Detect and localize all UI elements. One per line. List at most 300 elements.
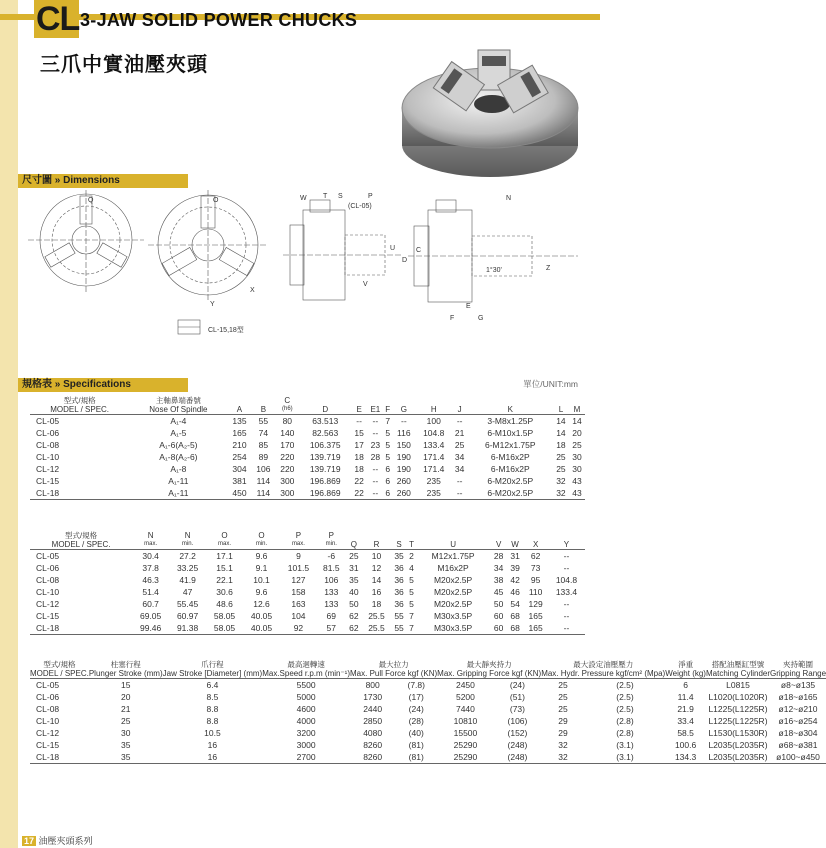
table-cell: 17 <box>354 440 364 450</box>
table-cell: (106) <box>507 716 528 726</box>
table-cell: 10810 <box>453 716 478 726</box>
table-cell: 46 <box>510 587 520 597</box>
table-cell: 139.719 <box>309 464 341 474</box>
table-cell: 60.7 <box>142 599 159 609</box>
table-cell: (24) <box>509 680 525 690</box>
table-row <box>30 562 585 574</box>
table-cell: 62 <box>530 551 541 561</box>
callout-q: Q <box>88 197 94 204</box>
spec-table-performance <box>30 660 826 764</box>
column-header-en: H <box>430 405 437 414</box>
model-cell: CL-12 <box>36 728 60 738</box>
table-cell: 5000 <box>296 692 316 702</box>
column-header <box>280 531 317 550</box>
column-header-en: L <box>558 405 564 414</box>
table-row <box>30 463 585 475</box>
column-header <box>346 531 362 550</box>
table-cell: 5 <box>409 587 414 597</box>
side-section-view-1 <box>283 200 403 300</box>
column-header-sub: min. <box>255 541 268 547</box>
column-header-cn: 淨重 <box>678 660 694 669</box>
model-cell: CL-10 <box>36 452 60 462</box>
model-cell: CL-12 <box>36 464 60 474</box>
column-header <box>507 531 523 550</box>
table-cell: 23 <box>370 440 381 450</box>
table-cell: 8.8 <box>206 716 219 726</box>
table-row <box>30 475 585 487</box>
table-cell: 6-M20x2.5P <box>468 487 553 500</box>
table-row <box>30 439 585 451</box>
table-cell: 54 <box>510 599 520 609</box>
table-cell: L1225(L1225R) <box>708 704 768 714</box>
table-cell: 165 <box>528 611 543 621</box>
table-cell: 110 <box>528 587 543 597</box>
table-cell: 27.2 <box>179 551 196 561</box>
table-cell: 6-M20x2.5P <box>487 476 534 486</box>
column-header-cn: 最大設定油壓壓力 <box>573 660 634 669</box>
table-cell: A₁-6(A₂-5) <box>159 440 198 450</box>
table-cell: -- <box>456 416 463 426</box>
table-cell: A₁-8(A₂-6) <box>159 452 198 462</box>
table-cell: 196.869 <box>309 476 341 486</box>
column-header-en: F <box>385 405 391 414</box>
table-cell: 133.4 <box>555 587 578 597</box>
table-cell: 133.4 <box>423 440 445 450</box>
callout-x: X <box>250 287 255 294</box>
column-header <box>452 396 468 415</box>
column-header-en: G <box>400 405 407 414</box>
column-header <box>407 531 415 550</box>
table-row <box>30 751 826 764</box>
table-cell: 163 <box>291 599 306 609</box>
table-cell: 16 <box>163 751 263 764</box>
table-cell: 21 <box>454 428 465 438</box>
table-cell: (51) <box>509 692 525 702</box>
table-cell: 106.375 <box>309 440 341 450</box>
column-header-cn: 最大靜夾持力 <box>466 660 512 669</box>
table-row <box>30 574 585 586</box>
table-cell: -- <box>372 416 379 426</box>
column-header <box>770 660 826 679</box>
table-cell: 235 <box>416 487 452 500</box>
table-cell: M16x2P <box>437 563 469 573</box>
table-cell: 8.8 <box>206 704 219 714</box>
table-cell: 1730 <box>363 692 383 702</box>
table-cell: 29 <box>558 728 568 738</box>
table-cell: 10.1 <box>253 575 270 585</box>
table-cell: 196.869 <box>299 487 351 500</box>
column-header-en: MODEL / SPEC. <box>50 405 110 414</box>
callout-n: N <box>506 195 512 202</box>
column-header <box>89 660 163 679</box>
table-cell: 68 <box>510 611 520 621</box>
model-cell: CL-05 <box>36 680 60 690</box>
table-cell: 18 <box>354 452 364 462</box>
table-cell: (40) <box>408 728 424 738</box>
table-cell: 55.45 <box>176 599 199 609</box>
table-cell: A₁-11 <box>129 487 227 500</box>
column-header-en: Max. Hydr. Pressure kgf/cm² (Mpa) <box>541 669 666 678</box>
column-header-en: Max. Pull Force kgf (KN) <box>350 669 438 678</box>
table-cell: 31 <box>510 551 520 561</box>
column-header <box>362 531 391 550</box>
table-cell: (28) <box>408 716 424 726</box>
column-header-en: Matching Cylinder <box>705 669 771 678</box>
table-cell: (81) <box>408 740 424 750</box>
column-header-cn: 型式/規格 <box>65 531 98 540</box>
table-cell: 82.563 <box>312 428 339 438</box>
column-header <box>30 660 89 679</box>
table-cell: M30x3.5P <box>416 622 491 635</box>
table-cell: 140 <box>280 428 295 438</box>
table-cell: -- <box>356 416 362 426</box>
spec-table-dimensions-1 <box>30 396 585 500</box>
table-cell: 48.6 <box>216 599 233 609</box>
column-header-en: E <box>356 405 362 414</box>
column-header <box>350 660 437 679</box>
column-header-en: Gripping Range <box>770 669 826 678</box>
table-cell: 45 <box>493 587 504 597</box>
table-cell: 32 <box>541 751 585 764</box>
table-cell: 69.05 <box>139 611 162 621</box>
column-header-en: Plunger Stroke (mm) <box>88 669 163 678</box>
table-cell: (2.5) <box>616 680 634 690</box>
model-cell: CL-18 <box>30 751 89 764</box>
table-cell: 450 <box>228 487 252 500</box>
table-cell: 32 <box>553 487 569 500</box>
table-cell: 25 <box>558 692 568 702</box>
table-cell: 16 <box>371 587 382 597</box>
table-cell: 129 <box>528 599 543 609</box>
callout-e: E <box>466 303 471 310</box>
table-cell: 40.05 <box>243 622 280 635</box>
table-cell: A₁-4 <box>170 416 187 426</box>
column-header <box>30 531 132 550</box>
column-header <box>367 396 384 415</box>
column-header <box>490 531 506 550</box>
column-header <box>706 660 770 679</box>
table-cell: (248) <box>494 751 541 764</box>
table-cell: 81.5 <box>323 563 340 573</box>
table-cell: 62 <box>349 611 359 621</box>
table-cell: 260 <box>392 487 416 500</box>
column-header-en: MODEL / SPEC. <box>51 540 111 549</box>
table-cell: 55 <box>394 611 404 621</box>
table-cell: M20x2.5P <box>433 587 473 597</box>
table-cell: (73) <box>509 704 525 714</box>
column-header-cn: 主軸鼻端番號 <box>155 396 201 405</box>
column-header-en: Y <box>563 540 570 549</box>
table-cell: (2.5) <box>616 704 634 714</box>
column-header <box>317 531 346 550</box>
column-header-sub: max. <box>144 541 158 547</box>
table-cell: 2700 <box>262 751 350 764</box>
column-header-en: T <box>409 540 414 549</box>
table-cell: 80 <box>282 416 293 426</box>
table-cell: (24) <box>408 704 424 714</box>
callout-t: T <box>323 193 328 200</box>
table-cell: 104 <box>291 611 306 621</box>
table-cell: 42 <box>510 575 520 585</box>
table-cell: 28 <box>493 551 504 561</box>
column-header-sub: max. <box>218 541 232 547</box>
table-cell: 89 <box>258 452 269 462</box>
table-cell: -- <box>563 551 570 561</box>
column-header <box>262 660 350 679</box>
table-cell: 33.25 <box>176 563 199 573</box>
model-cell: CL-06 <box>36 563 60 573</box>
table-cell: 6-M16x2P <box>490 452 530 462</box>
table-cell: 22 <box>354 476 364 486</box>
column-header <box>299 396 351 415</box>
table-cell: 30 <box>572 452 582 462</box>
table-cell: 139.719 <box>309 452 341 462</box>
table-cell: 40.05 <box>250 611 273 621</box>
table-cell: -- <box>400 416 407 426</box>
table-row <box>30 739 826 751</box>
table-cell: ø18~ø165 <box>778 692 818 702</box>
table-cell: 25 <box>349 551 359 561</box>
table-cell: 7 <box>409 611 414 621</box>
model-cell: CL-06 <box>36 428 60 438</box>
callout-f: F <box>450 315 455 322</box>
table-cell: 46.3 <box>142 575 159 585</box>
table-cell: 3000 <box>296 740 316 750</box>
column-header-cn: 型式/規格 <box>43 660 76 669</box>
table-cell: 30 <box>572 464 582 474</box>
table-cell: 43 <box>572 476 582 486</box>
table-cell: 35 <box>89 751 163 764</box>
table-cell: A₁-11 <box>168 476 189 486</box>
table-cell: L2035(L2035R) <box>706 751 770 764</box>
table-cell: 60.97 <box>176 611 199 621</box>
table-cell: 2 <box>409 551 414 561</box>
table-cell: 50 <box>349 599 359 609</box>
table-cell: 12.6 <box>253 599 270 609</box>
table-cell: 114 <box>251 487 275 500</box>
callout-c: C <box>416 247 422 254</box>
column-header-en: X <box>532 540 539 549</box>
chuck-photo <box>370 30 600 190</box>
model-cell: CL-10 <box>36 587 60 597</box>
table-cell: 14 <box>556 428 566 438</box>
side-section-view-2 <box>408 200 578 302</box>
table-cell: 22 <box>351 487 367 500</box>
table-cell: 210 <box>232 440 247 450</box>
table-cell: 17.1 <box>216 551 233 561</box>
table-cell: 9.6 <box>255 587 268 597</box>
front-view-small <box>28 190 144 294</box>
table-cell: 85 <box>258 440 269 450</box>
column-header-en: W <box>511 540 519 549</box>
column-header-cn: 型式/規格 <box>63 396 96 405</box>
column-header <box>392 396 416 415</box>
front-view-large <box>148 190 268 302</box>
column-header-en: S <box>396 540 402 549</box>
table-cell: 190 <box>396 452 411 462</box>
table-cell: 7440 <box>455 704 475 714</box>
column-header-en: O <box>258 531 265 540</box>
column-header-cn: 柱塞行程 <box>110 660 141 669</box>
table-cell: -- <box>548 622 585 635</box>
column-header-cn: 最大拉力 <box>378 660 409 669</box>
table-cell: 304 <box>232 464 247 474</box>
table-cell: 55 <box>258 416 269 426</box>
series-name: 油壓夾頭系列 <box>38 836 93 846</box>
column-header <box>206 531 243 550</box>
table-cell: (81) <box>395 751 437 764</box>
model-cell: CL-10 <box>36 716 60 726</box>
table-cell: -- <box>452 487 468 500</box>
table-cell: (17) <box>408 692 424 702</box>
column-header <box>541 660 665 679</box>
table-cell: 34 <box>493 563 504 573</box>
table-cell: 235 <box>426 476 441 486</box>
left-edge-band <box>0 0 18 848</box>
column-header-en: J <box>457 405 462 414</box>
table-cell: 14 <box>556 416 566 426</box>
column-header-cn: 夾持範圍 <box>783 660 814 669</box>
table-cell: 36 <box>394 575 404 585</box>
table-cell: 33.4 <box>677 716 694 726</box>
table-cell: 50 <box>493 599 504 609</box>
table-cell: 36 <box>394 587 404 597</box>
table-row <box>30 679 826 692</box>
table-cell: 63.513 <box>312 416 339 426</box>
table-cell: ø8~ø135 <box>780 680 816 690</box>
table-cell: 15 <box>120 680 131 690</box>
callout-cl05-1: (CL-05) <box>348 203 372 210</box>
table-cell: 25.5 <box>368 611 385 621</box>
table-cell: 5 <box>385 440 391 450</box>
column-header <box>30 396 129 415</box>
table-cell: 8260 <box>350 751 395 764</box>
table-cell: 91.38 <box>169 622 206 635</box>
table-cell: 300 <box>275 487 299 500</box>
table-cell: 7 <box>409 623 414 633</box>
table-cell: ø12~ø210 <box>778 704 818 714</box>
table-cell: 58.05 <box>213 611 236 621</box>
table-cell: 58.05 <box>206 622 243 635</box>
table-cell: M20x2.5P <box>433 599 473 609</box>
column-header-en: N <box>147 531 154 540</box>
table-cell: 106 <box>256 464 271 474</box>
table-cell: 21.9 <box>677 704 694 714</box>
table-cell: 74 <box>258 428 269 438</box>
table-cell: L1530(L1530R) <box>708 728 768 738</box>
table-cell: 2440 <box>363 704 383 714</box>
table-cell: 25 <box>572 440 582 450</box>
page-title: 3-JAW SOLID POWER CHUCKS <box>80 10 358 30</box>
table-cell: M30x3.5P <box>433 611 473 621</box>
table-cell: 10.5 <box>204 728 221 738</box>
column-header-sub: min. <box>181 541 194 547</box>
table-cell: 62 <box>346 622 362 635</box>
table-cell: 135 <box>232 416 247 426</box>
table-row <box>30 427 585 439</box>
model-cell: CL-08 <box>36 575 60 585</box>
callout-g: G <box>478 315 484 322</box>
column-header-en: U <box>450 540 456 549</box>
table-cell: 18 <box>354 464 364 474</box>
table-cell: (248) <box>507 740 528 750</box>
table-cell: 3200 <box>296 728 316 738</box>
table-cell: 6 <box>385 476 391 486</box>
table-cell: 92 <box>280 622 317 635</box>
table-cell: 2450 <box>455 680 475 690</box>
column-header <box>548 531 585 550</box>
table-cell: (2.5) <box>616 692 634 702</box>
chinese-title: 三爪中實油壓夾頭 <box>40 54 208 76</box>
column-header <box>228 396 252 415</box>
model-cell: CL-18 <box>30 622 132 635</box>
column-header-sub: (h6) <box>281 406 293 412</box>
table-cell: 14 <box>572 416 582 426</box>
column-header-en: C <box>284 396 291 405</box>
table-cell: (7.8) <box>407 680 425 690</box>
table-cell: 6-M10x1.5P <box>487 428 534 438</box>
table-cell: 36 <box>394 599 404 609</box>
column-header <box>523 531 548 550</box>
table-cell: 25 <box>120 716 131 726</box>
table-cell: 20 <box>120 692 131 702</box>
column-header-en: K <box>507 405 513 414</box>
table-cell: 25 <box>558 680 568 690</box>
column-header-en: R <box>373 540 380 549</box>
table-cell: 158 <box>291 587 306 597</box>
table-cell: 2850 <box>363 716 383 726</box>
table-cell: 4600 <box>296 704 316 714</box>
table-cell: 35 <box>394 551 404 561</box>
table-cell: 220 <box>280 452 295 462</box>
table-cell: 12 <box>371 563 382 573</box>
table-cell: 14 <box>371 575 382 585</box>
table-row <box>30 727 826 739</box>
table-cell: 35 <box>120 740 131 750</box>
table-cell: (3.1) <box>616 740 634 750</box>
column-header <box>243 531 280 550</box>
table-cell: 106 <box>324 575 339 585</box>
table-cell: 21 <box>120 704 131 714</box>
table-cell: 60 <box>490 622 506 635</box>
dimension-drawings <box>18 190 598 350</box>
table-cell: -- <box>367 487 384 500</box>
table-cell: 6 <box>683 680 688 690</box>
header-row <box>30 531 585 550</box>
table-cell: 68 <box>507 622 523 635</box>
column-header-en: Max. Gripping Force kgf (KN) <box>437 669 542 678</box>
table-cell: 171.4 <box>423 452 445 462</box>
table-cell: ø16~ø254 <box>778 716 818 726</box>
model-cell: CL-15 <box>36 740 60 750</box>
table-cell: 9 <box>296 551 301 561</box>
table-row <box>30 703 826 715</box>
header-row <box>30 660 826 679</box>
table-cell: 20 <box>572 428 582 438</box>
table-cell: 25 <box>454 440 465 450</box>
table-row <box>30 715 826 727</box>
column-header-en: M <box>573 405 581 414</box>
table-cell: 171.4 <box>423 464 445 474</box>
spec-table-dimensions-2 <box>30 531 585 635</box>
table-cell: 381 <box>232 476 247 486</box>
callout-o: O <box>213 197 219 204</box>
table-cell: (152) <box>507 728 528 738</box>
callout-u: U <box>390 245 396 252</box>
table-cell: (2.8) <box>616 728 634 738</box>
table-cell: 116 <box>397 428 411 438</box>
table-cell: ø68~ø381 <box>778 740 818 750</box>
